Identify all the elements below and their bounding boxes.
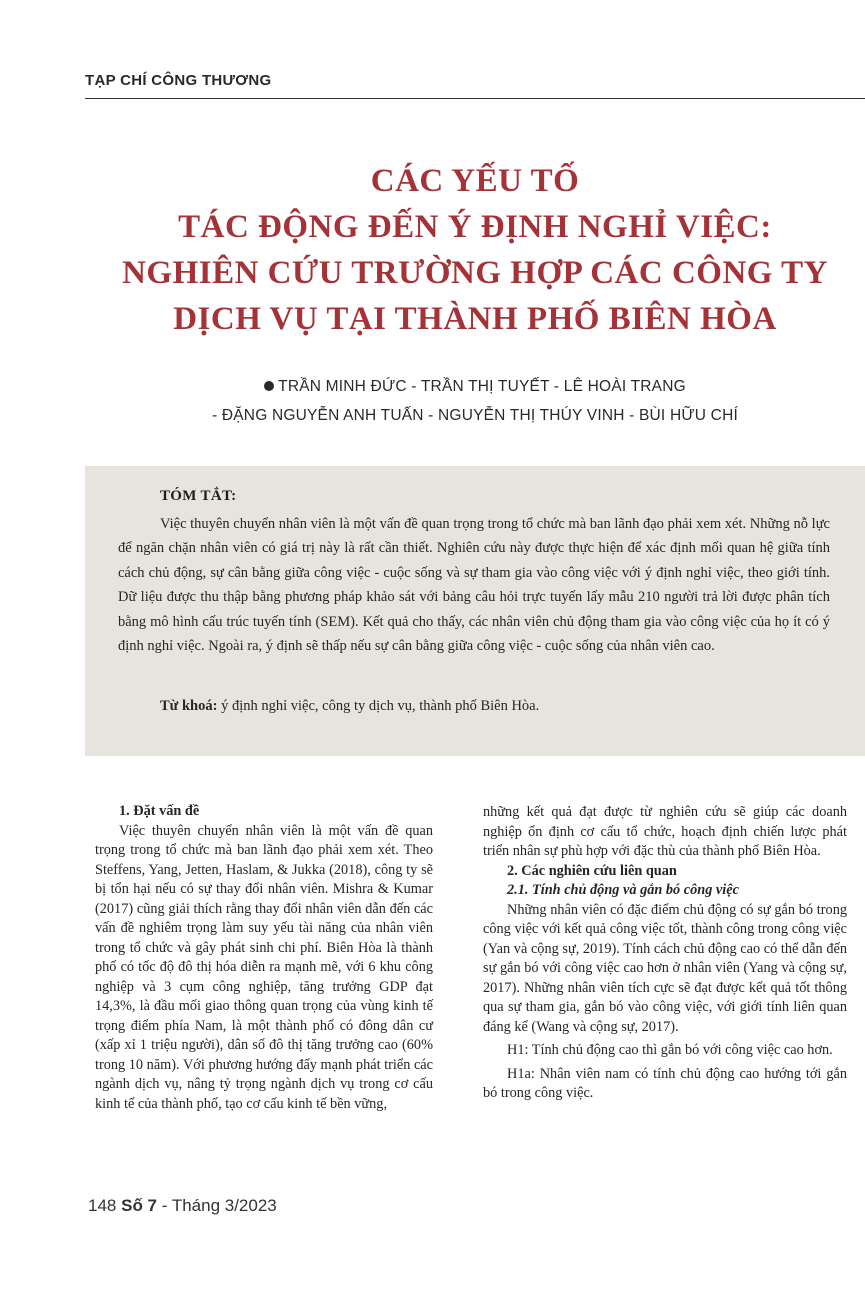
authors-line-2: - ĐẶNG NGUYỄN ANH TUẤN - NGUYỄN THỊ THÚY VINH - BÙI HỮU CHÍ [212,407,738,424]
section-1-continuation: những kết quả đạt được từ nghiên cứu sẽ giúp các doanh nghiệp ổn định cơ cấu tổ chức, hoạch định chiến lược phát triển nhân sự phù hợp với đặc thù của thành phố Biên Hòa. [483,804,847,859]
hypothesis-h1: H1: Tính chủ động cao thì gắn bó với công việc cao hơn. [507,1042,833,1058]
abstract-body [118,512,830,658]
hypothesis-h1a: H1a: Nhân viên nam có tính chủ động cao hướng tới gắn bó trong công việc. [483,1065,847,1101]
section-2-1-heading: 2.1. Tính chủ động và gắn bó công việc [507,882,739,898]
issue-date: - Tháng 3/2023 [157,1196,277,1215]
keywords [160,696,830,716]
left-column [95,802,433,1114]
author-list [130,372,820,430]
section-1-heading: 1. Đặt vấn đề [119,803,200,819]
abstract-text: Việc thuyên chuyển nhân viên là một vấn đề quan trọng trong tổ chức mà ban lãnh đạo phải xem xét. Những nỗ lực để ngăn chặn nhân viên có giá trị này là rất cần thiết. Nghiên cứu này được thực hiện để xác định mối quan hệ giữa tính cách chủ động, sự cân bằng giữa công việc - cuộc sống và sự tham gia vào công việc với ý định nghỉ việc, theo giới tính. Dữ liệu được thu thập bằng phương pháp khảo sát với bảng câu hỏi trực tuyến lấy mẫu 210 người trả lời được phân tích bằng mô hình cấu trúc tuyến tính (SEM). Kết quả cho thấy, các nhân viên chủ động tham gia vào công việc của họ ít có ý định nghỉ việc. Ngoài ra, ý định sẽ thấp nếu sự cân bằng giữa công việc - cuộc sống của nhân viên cao. [118,516,830,655]
keywords-label: Từ khoá: [160,698,218,714]
header-rule [85,98,865,99]
bullet-icon [264,381,274,391]
title-line-3: NGHIÊN CỨU TRƯỜNG HỢP CÁC CÔNG TY [122,255,828,291]
title-line-4: DỊCH VỤ TẠI THÀNH PHỐ BIÊN HÒA [173,301,777,337]
right-column [483,803,847,1104]
issue-number: Số 7 [121,1196,158,1215]
section-2-1-paragraph: Những nhân viên có đặc điểm chủ động có sự gắn bó trong công việc với kết quả công việc tốt, thành công trong công việc (Yan và cộng sự, 2019). Tính cách chủ động cao có thể dẫn đến sự gắn bó với công việc cao hơn ở nhân viên (Yang và cộng sự, 2017). Những nhân viên tích cực sẽ đạt được kết quả tốt thông qua sự tham gia, gắn bó vào công việc, với giới tính liên quan đáng kể (Wang và cộng sự, 2017). [483,901,847,1035]
article-title [85,158,865,342]
section-2-heading: 2. Các nghiên cứu liên quan [507,862,677,879]
page-footer [88,1196,277,1216]
section-1-paragraph: Việc thuyên chuyển nhân viên là một vấn đề quan trọng trong tổ chức mà ban lãnh đạo phải xem xét. Theo Steffens, Yang, Jetten, Haslam, & Jukka (2018), công ty sẽ bị tổn hại nếu có sự thay đổi nhân viên. Mishra & Kumar (2017) cũng giải thích rằng thay đổi nhân viên dẫn đến các vấn đề nghiêm trọng làm suy yếu tài năng của nhân viên trong tổ chức và gây phát sinh chi phí. Biên Hòa là thành phố có tốc độ đô thị hóa diễn ra mạnh mẽ, với 6 khu công nghiệp và 3 cụm công nghiệp, tăng trưởng GDP đạt 14,3%, là đầu mối giao thông quan trọng của vùng kinh tế trọng điểm phía Nam, là một thành phố có đông dân cư (xấp xỉ 1 triệu người), dân số đô thị tăng trưởng cao (60% trong 10 năm). Với phương hướng đẩy mạnh phát triển các ngành dịch vụ, nâng tỷ trọng ngành dịch vụ trong cơ cấu kinh tế của thành phố, tạo cơ cấu kinh tế bền vững, [95,822,433,1112]
keywords-text: ý định nghỉ việc, công ty dịch vụ, thành phố Biên Hòa. [217,698,540,714]
title-line-1: CÁC YẾU TỐ [370,163,580,199]
page-number: 148 [88,1196,117,1215]
authors-line-1: TRẦN MINH ĐỨC - TRẦN THỊ TUYẾT - LÊ HOÀI TRANG [278,378,686,395]
title-line-2: TÁC ĐỘNG ĐẾN Ý ĐỊNH NGHỈ VIỆC: [178,209,772,245]
journal-name: TẠP CHÍ CÔNG THƯƠNG [85,72,272,89]
abstract-heading: TÓM TẮT: [160,488,237,504]
